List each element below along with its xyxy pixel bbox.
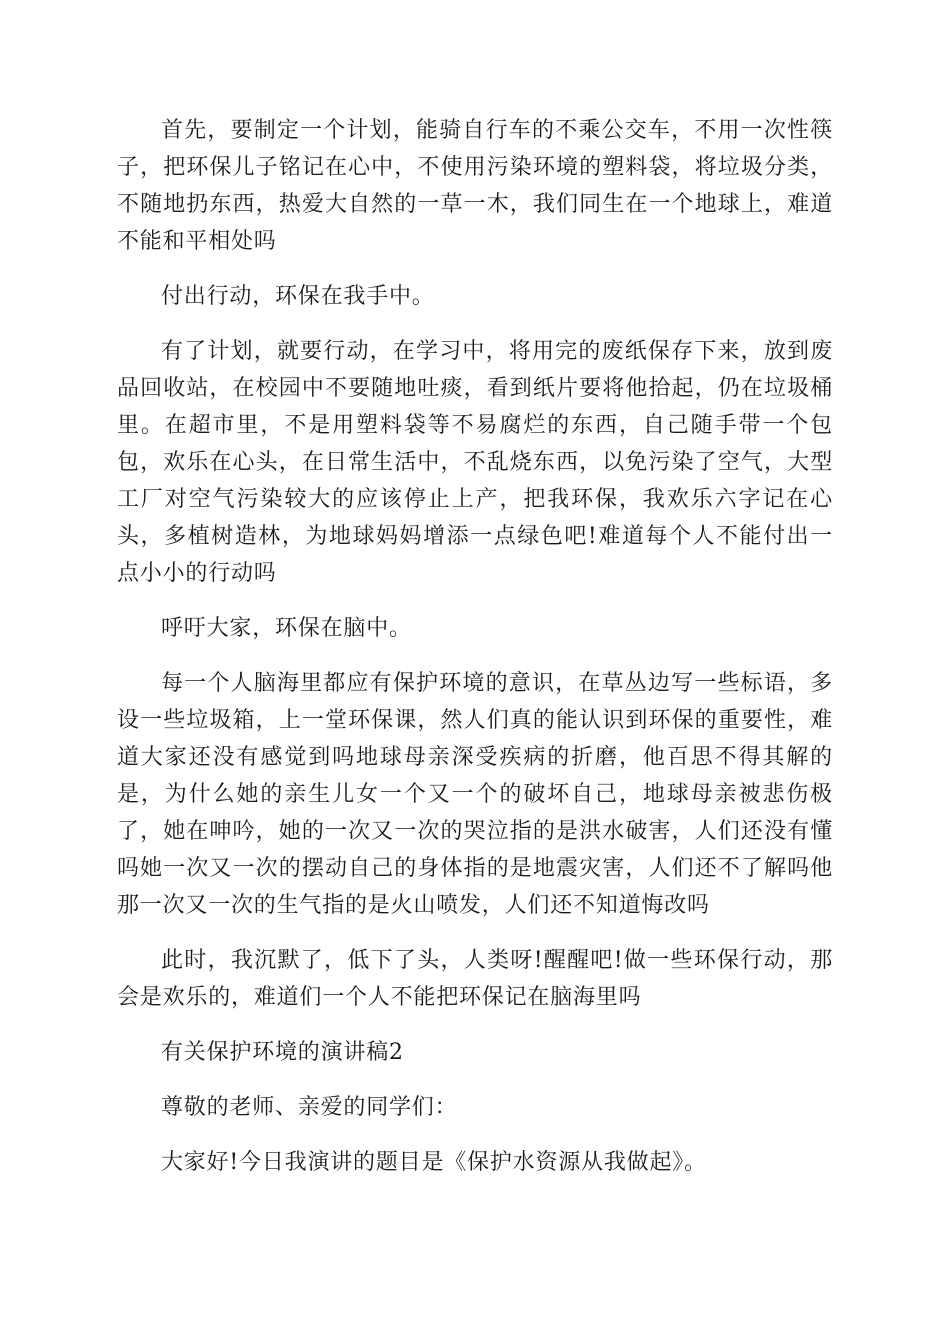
document-body <box>117 112 833 1181</box>
speech-salutation: 尊敬的老师、亲爱的同学们： <box>161 1095 458 1120</box>
speech-title: 有关保护环境的演讲稿2 <box>161 1040 404 1065</box>
paragraph-action-heading: 付出行动，环保在我手中。 <box>161 284 435 309</box>
paragraph-action: 有了计划，就要行动，在学习中，将用完的废纸保存下来，放到废品回收站，在校园中不要随地吐痰，看到纸片要将他拾起，仍在垃圾桶里。在超市里，不是用塑料袋等不易腐烂的东西，自己随手带一个包包，欢乐在心头，在日常生活中，不乱烧东西，以免污染了空气，大型工厂对空气污染较大的应该停止上产，把我环保，我欢乐六字记在心头，多植树造林，为地球妈妈增添一点绿色吧!难道每个人不能付出一点小小的行动吗 <box>117 339 833 586</box>
paragraph-reflection: 此时，我沉默了，低下了头，人类呀!醒醒吧!做一些环保行动，那会是欢乐的，难道们一个人不能把环保记在脑海里吗 <box>117 948 833 1010</box>
paragraph-appeal-heading: 呼吁大家，环保在脑中。 <box>161 616 412 641</box>
paragraph-awareness: 每一个人脑海里都应有保护环境的意识，在草丛边写一些标语，多设一些垃圾箱，上一堂环保课，然人们真的能认识到环保的重要性，难道大家还没有感觉到吗地球母亲深受疾病的折磨，他百思不得其解的是，为什么她的亲生儿女一个又一个的破坏自己，地球母亲被悲伤极了，她在呻吟，她的一次又一次的哭泣指的是洪水破害，人们还没有懂吗她一次又一次的摆动自己的身体指的是地震灾害，人们还不了解吗他那一次又一次的生气指的是火山喷发，人们还不知道悔改吗 <box>117 671 833 918</box>
speech-opening: 大家好!今日我演讲的题目是《保护水资源从我做起》。 <box>161 1150 707 1175</box>
paragraph-plan: 首先，要制定一个计划，能骑自行车的不乘公交车，不用一次性筷子，把环保儿子铭记在心中，不使用污染环境的塑料袋，将垃圾分类，不随地扔东西，热爱大自然的一草一木，我们同生在一个地球上，难道不能和平相处吗 <box>117 118 833 254</box>
